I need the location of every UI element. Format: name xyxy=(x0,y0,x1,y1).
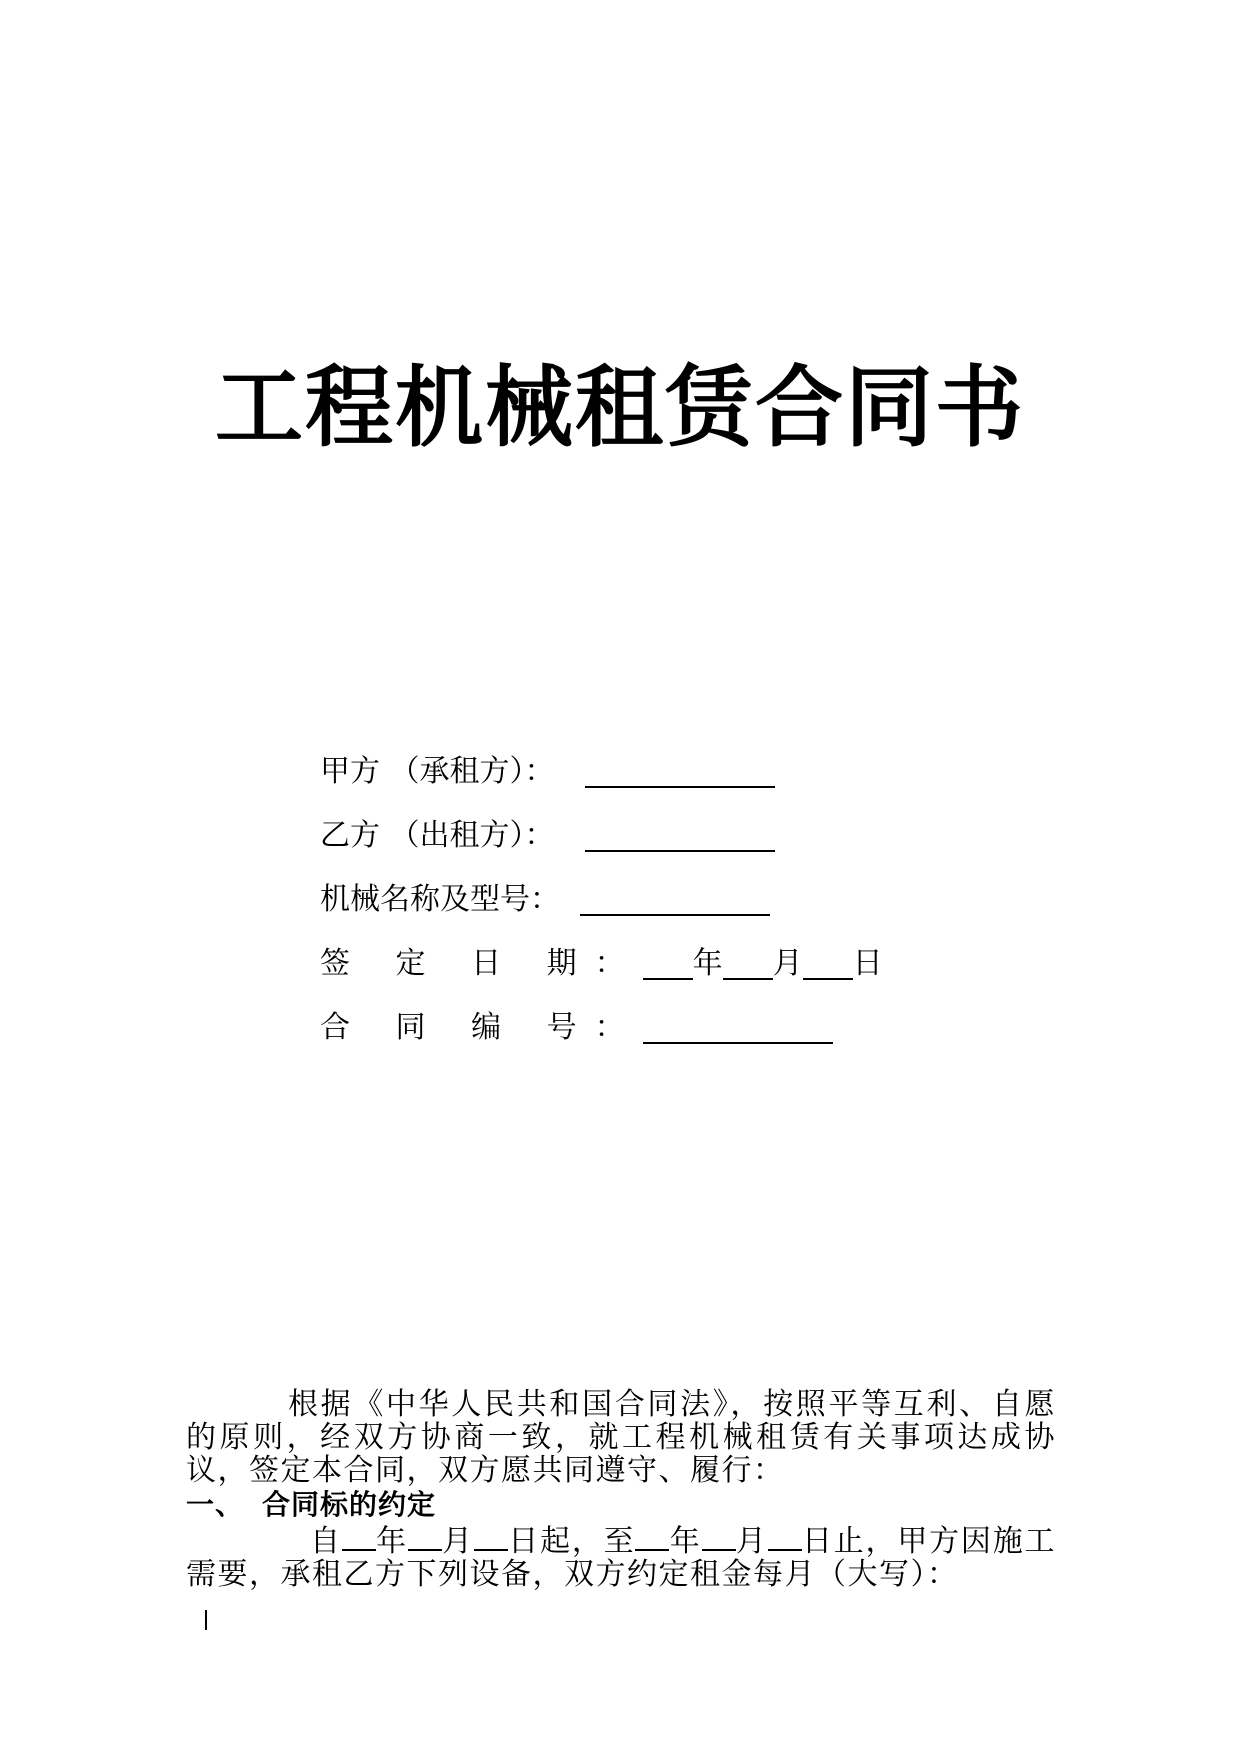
party-b-blank[interactable] xyxy=(585,820,775,852)
page-edge-mark xyxy=(205,1610,207,1630)
contract-body xyxy=(186,1388,1056,1591)
party-a-blank[interactable] xyxy=(585,756,775,788)
machine-row xyxy=(320,880,770,920)
end-month-blank[interactable] xyxy=(702,1523,736,1551)
section-1-number: 一、 xyxy=(186,1488,245,1521)
party-a-row xyxy=(320,752,775,792)
intro-paragraph: 根据《中华人民共和国合同法》，按照平等互利、自愿的原则，经双方协商一致，就工程机械租赁有关事项达成协议，签定本合同，双方愿共同遵守、履行： xyxy=(186,1387,1056,1488)
text-from: 自 xyxy=(310,1524,342,1559)
machine-blank[interactable] xyxy=(580,884,770,916)
start-year-blank[interactable] xyxy=(342,1523,376,1551)
text-month2: 月 xyxy=(735,1524,768,1559)
sign-date-label: 签 定 日 期： xyxy=(320,946,643,981)
section-1-paragraph xyxy=(186,1523,1056,1591)
sign-year-blank[interactable] xyxy=(643,948,693,980)
text-year2: 年 xyxy=(669,1524,702,1559)
contract-no-blank[interactable] xyxy=(643,1012,833,1044)
end-day-blank[interactable] xyxy=(768,1523,802,1551)
contract-no-label: 合 同 编 号： xyxy=(320,1010,643,1045)
section-1-title: 合同标的约定 xyxy=(262,1488,437,1521)
text-year: 年 xyxy=(375,1524,408,1559)
start-day-blank[interactable] xyxy=(474,1523,508,1551)
day-label: 日 xyxy=(852,946,883,981)
month-label: 月 xyxy=(772,946,803,981)
text-day-start: 日起，至 xyxy=(507,1524,636,1559)
party-b-label: 乙方 （出租方）： xyxy=(320,818,555,853)
machine-label: 机械名称及型号： xyxy=(320,882,560,917)
start-month-blank[interactable] xyxy=(408,1523,442,1551)
sign-date-row xyxy=(320,944,883,984)
party-a-label: 甲方 （承租方）： xyxy=(320,754,555,789)
page-title: 工程机械租赁合同书 xyxy=(214,356,1025,459)
section-1-heading xyxy=(186,1487,1056,1523)
sign-day-blank[interactable] xyxy=(803,948,853,980)
end-year-blank[interactable] xyxy=(635,1523,669,1551)
contract-no-row xyxy=(320,1008,833,1048)
text-month: 月 xyxy=(441,1524,474,1559)
sign-month-blank[interactable] xyxy=(723,948,773,980)
party-b-row xyxy=(320,816,775,856)
text-rest: 日止，甲方因施工需要，承租乙方下列设备，双方约定租金每月（大写）： xyxy=(186,1524,1057,1592)
year-label: 年 xyxy=(692,946,723,981)
